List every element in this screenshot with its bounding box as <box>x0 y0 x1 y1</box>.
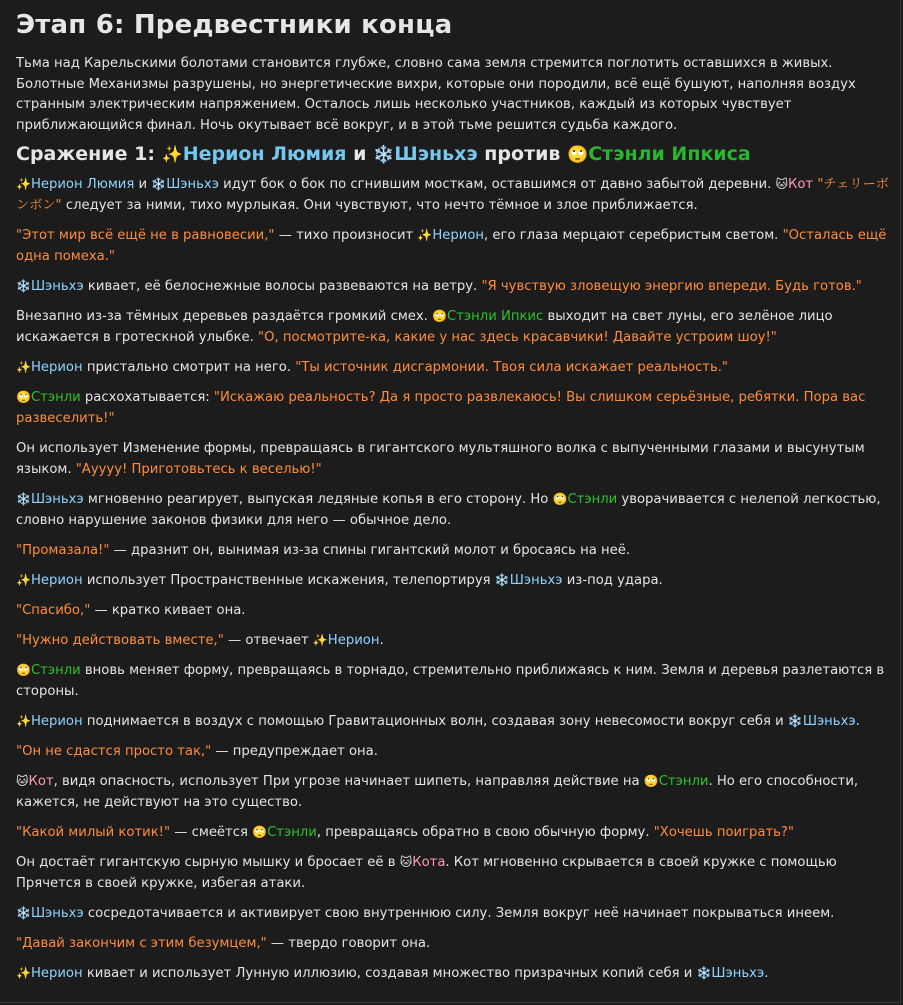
character-name-stanley: Стэнли <box>567 492 618 508</box>
dialogue-quote: "Нужно действовать вместе," <box>16 633 224 649</box>
character-name: Нерион <box>432 228 485 244</box>
narration-text: использует Пространственные искажения, телепортируя <box>82 573 495 589</box>
narration-text: мгновенно реагирует, выпуская ледяные копья в его сторону. Но <box>83 492 553 508</box>
dialogue-quote: "Он не сдастся просто так," <box>16 744 212 760</box>
intro-paragraph: Тьма над Карельскими болотами становится глубже, словно сама земля стремится поглотить оставшихся в живых. Болотные Механизмы разрушены, но энергетические вихри, которые они породили, всё ещё бушуют, наполняя воздух странным электрическим напряжением. Осталось лишь несколько участников, каждый из которых чувствует приближающийся финал. Ночь окутывает всё вокруг, и в этой тьме решится судьба каждого. <box>16 56 856 133</box>
narration-text: . <box>379 633 384 649</box>
sparkles-icon: ✨ <box>16 966 31 981</box>
narration-text: . <box>764 966 769 982</box>
character-name: Нерион <box>30 966 83 982</box>
dialogue-quote: "О, посмотрите-ка, какие у нас здесь красавчики! Давайте устроим шоу!" <box>258 330 777 346</box>
dialogue-quote: "Этот мир всё ещё не в равновесии," <box>16 228 275 244</box>
narration-text: выходит на свет луны, его зелёное лицо искажается в гротескной улыбке. <box>16 309 833 346</box>
narration-text: Он использует Изменение формы, превращаясь в гигантского мультяшного волка с выпученными глазами и высунутым языком. <box>16 441 865 478</box>
battle-name-stanley: Стэнли Ипкиса <box>588 143 751 166</box>
character-name: Шэньхэ <box>802 714 856 730</box>
narration-text: — тихо произносит <box>274 228 418 244</box>
dialogue-quote: "Промазала!" <box>16 543 110 559</box>
eye-roll-face-icon: 🙄 <box>643 774 659 789</box>
cat-face-icon: 🐱 <box>399 855 413 870</box>
character-name: Шэньхэ <box>30 279 84 295</box>
battle-name-nerion: Нерион Люмия <box>182 143 347 166</box>
narration-text: . <box>855 714 860 730</box>
sparkles-icon: ✨ <box>16 360 31 375</box>
character-name: Шэньхэ <box>30 492 84 508</box>
snowflake-icon: ❄️ <box>494 573 510 588</box>
narration-text: уворачивается с нелепой легкостью, словно нарушение законов физики для него — обычное дело. <box>16 492 881 529</box>
narration-text: сосредотачивается и активирует свою внутреннюю силу. Земля вокруг неё начинает покрываться инеем. <box>83 906 835 922</box>
dialogue-quote: "Хочешь поиграть?" <box>653 825 794 841</box>
dialogue-quote: "Какой милый котик!" <box>16 825 171 841</box>
battle-prefix: Сражение 1: <box>16 143 155 166</box>
eye-roll-face-icon: 🙄 <box>252 825 268 840</box>
character-name-stanley: Стэнли <box>658 774 709 790</box>
character-name: Шэньхэ <box>711 966 765 982</box>
sparkles-icon: ✨ <box>312 633 328 648</box>
narration-text: . Но его способности, кажется, не действуют на это существо. <box>16 774 859 811</box>
sparkles-icon: ✨ <box>16 177 31 192</box>
character-name-cat: Кот <box>28 774 54 790</box>
narration-text: — твердо говорит она. <box>266 936 431 952</box>
character-name: Нерион <box>30 714 83 730</box>
narration-text: , видя опасность, использует При угрозе начинает шипеть, направляя действие на <box>53 774 644 790</box>
narration-text: . Кот мгновенно скрывается в своей кружке с помощью Прячется в своей кружке, избегая атаки. <box>16 855 837 892</box>
narration-text: и <box>134 177 152 193</box>
character-name: Шэньхэ <box>30 906 84 922</box>
eye-roll-face-icon: 🙄 <box>567 145 589 166</box>
narration-text: следует за ними, тихо мурлыкая. Они чувствуют, что нечто тёмное и злое приближается. <box>61 198 698 214</box>
dialogue-quote: "Я чувствую зловещую энергию впереди. Будь готов." <box>481 279 862 295</box>
dialogue-quote: "Спасибо," <box>16 603 91 619</box>
battle-and: и <box>353 143 367 166</box>
character-name-stanley: Стэнли Ипкис <box>447 309 544 325</box>
sparkles-icon: ✨ <box>417 228 433 243</box>
dialogue-quote: "チェリーボンボン" <box>16 177 889 214</box>
character-name: Шэньхэ <box>166 177 219 193</box>
character-name: Нерион Люмия <box>30 177 135 193</box>
character-name: Нерион <box>30 360 83 376</box>
stage-title: Этап 6: Предвестники конца <box>16 10 453 40</box>
dialogue-quote: "Давай закончим с этим безумцем," <box>16 936 267 952</box>
eye-roll-face-icon: 🙄 <box>552 492 568 507</box>
character-name-stanley: Стэнли <box>267 825 317 841</box>
narration-text: кивает и использует Лунную иллюзию, создавая множество призрачных копий себя и <box>82 966 697 982</box>
character-name-cat: Кота <box>412 855 446 871</box>
eye-roll-face-icon: 🙄 <box>432 309 448 324</box>
character-name-stanley: Стэнли <box>30 390 81 406</box>
dialogue-quote: "Осталась ещё одна помеха." <box>16 228 887 265</box>
narration-text: идут бок о бок по сгнившим мосткам, оставшимся от давно забытой деревни. <box>218 177 776 193</box>
snowflake-icon: ❄️ <box>787 714 803 729</box>
narration-text: пристально смотрит на него. <box>82 360 296 376</box>
snowflake-icon: ❄️ <box>16 492 31 507</box>
battle-vs: против <box>484 143 561 166</box>
snowflake-icon: ❄️ <box>16 279 31 294</box>
character-name: Шэньхэ <box>509 573 563 589</box>
eye-roll-face-icon: 🙄 <box>16 663 31 678</box>
narration-text: , его глаза мерцают серебристым светом. <box>484 228 783 244</box>
narration-text: — кратко кивает она. <box>90 603 246 619</box>
narration-text: поднимается в воздух с помощью Гравитационных волн, создавая зону невесомости вокруг себя и <box>82 714 788 730</box>
narration-text: расхохатывается: <box>80 390 214 406</box>
snowflake-icon: ❄️ <box>373 145 395 166</box>
character-name-cat: Кот <box>788 177 814 193</box>
cat-face-icon: 🐱 <box>775 177 788 192</box>
dialogue-quote: "Ауууу! Приготовьтесь к веселью!" <box>75 462 322 478</box>
cat-face-icon: 🐱 <box>16 774 29 789</box>
narration-text: кивает, её белоснежные волосы развеваются на ветру. <box>83 279 482 295</box>
dialogue-quote: "Искажаю реальность? Да я просто развлекаюсь! Вы слишком серьёзные, ребятки. Пора вас развеселить!" <box>16 390 866 427</box>
battle-name-shenhe: Шэньхэ <box>394 143 478 166</box>
sparkles-icon: ✨ <box>16 714 31 729</box>
narration-text: — дразнит он, вынимая из-за спины гигантский молот и бросаясь на неё. <box>109 543 631 559</box>
narration-text: , превращаясь обратно в свою обычную форму. <box>316 825 654 841</box>
narration-text: вновь меняет форму, превращаясь в торнадо, стремительно приближаясь к ним. Земля и деревья разлетаются в стороны. <box>16 663 885 700</box>
sparkles-icon: ✨ <box>16 573 31 588</box>
narration-text: — смеётся <box>170 825 253 841</box>
snowflake-icon: ❄️ <box>16 906 31 921</box>
narration-text: из-под удара. <box>562 573 663 589</box>
dialogue-quote: "Ты источник дисгармонии. Твоя сила искажает реальность." <box>295 360 728 376</box>
character-name: Нерион <box>30 573 83 589</box>
narration-text: Он достаёт гигантскую сырную мышку и бросает её в <box>16 855 400 871</box>
sparkles-icon: ✨ <box>161 145 183 166</box>
narration-text: — отвечает <box>223 633 313 649</box>
snowflake-icon: ❄️ <box>696 966 712 981</box>
character-name: Нерион <box>327 633 380 649</box>
character-name-stanley: Стэнли <box>30 663 81 679</box>
narration-text: — предупреждает она. <box>211 744 378 760</box>
eye-roll-face-icon: 🙄 <box>16 390 31 405</box>
snowflake-icon: ❄️ <box>151 177 167 192</box>
narration-text: Внезапно из-за тёмных деревьев раздаётся громкий смех. <box>16 309 433 325</box>
